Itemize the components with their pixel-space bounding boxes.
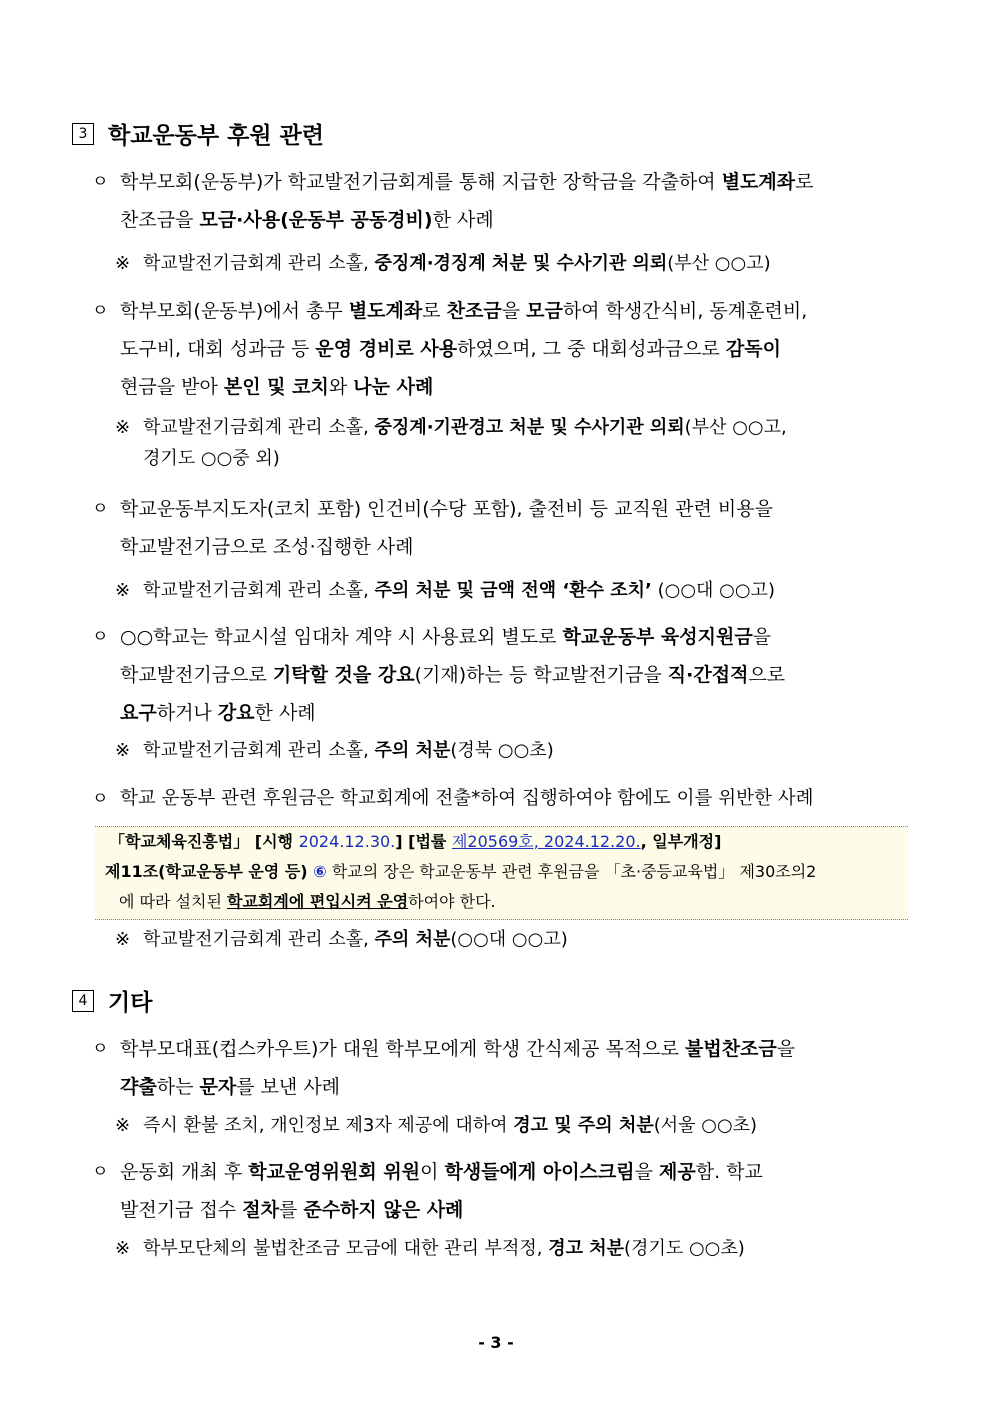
- text: (○○대 ○○고): [450, 929, 568, 950]
- text: 학부모단체의 불법찬조금 모금에 대한 관리 부적정,: [143, 1238, 549, 1259]
- text: 절차: [242, 1199, 279, 1221]
- text: 학교 운동부 관련 후원금은 학교회계에 전출*하여 집행하여야 함에도 이를 위반한 사례: [120, 788, 814, 809]
- text: 학부모대표(컵스카우트)가 대원 학부모에게 학생 간식제공 목적으로: [120, 1038, 685, 1060]
- text: 학교발전기금회계 관리 소홀,: [143, 580, 375, 601]
- note-mark: ※: [115, 580, 131, 601]
- section-title: 기타: [108, 990, 153, 1016]
- text: 현금을 받아: [120, 376, 224, 398]
- bullet-item: [92, 618, 922, 732]
- text: 경기도 ○○중 외): [143, 448, 280, 469]
- bullet-item: [92, 780, 922, 818]
- text: 하는: [156, 1076, 200, 1098]
- text: 발전기금 접수: [120, 1199, 243, 1221]
- bullet-item: [92, 1030, 922, 1106]
- text: 「학교체육진흥법」 [시행: [109, 832, 299, 851]
- text: 학생들에게 아이스크림: [444, 1161, 635, 1183]
- text: 찬조금을: [120, 209, 200, 231]
- text: 하였으며, 그 중 대회성과금으로: [457, 338, 726, 360]
- text: 을: [752, 626, 772, 648]
- text: 도구비, 대회 성과금 등: [120, 338, 316, 360]
- text: 문자: [199, 1076, 237, 1098]
- text: (경기도 ○○초): [624, 1238, 745, 1259]
- note-mark: ※: [115, 417, 131, 438]
- bullet-mark: ㅇ: [92, 172, 109, 192]
- bullet-item: [92, 163, 922, 239]
- text: 이: [420, 1161, 445, 1183]
- text: 불법찬조금: [684, 1038, 777, 1060]
- text: 나눈 사례: [353, 376, 434, 398]
- text: 즉시 환불 조치, 개인정보 제3자 제공에 대하여: [143, 1115, 514, 1136]
- note-item: [115, 924, 922, 955]
- text: 학교발전기금회계 관리 소홀,: [143, 929, 375, 950]
- section-number-box: 3: [72, 123, 94, 145]
- text: 학교발전기금회계 관리 소홀,: [143, 253, 375, 274]
- text: 학교발전기금회계 관리 소홀,: [143, 740, 375, 761]
- bullet-mark: ㅇ: [92, 1039, 109, 1059]
- text: 운동회 개최 후: [120, 1161, 249, 1183]
- bullet-mark: ㅇ: [92, 301, 109, 321]
- text: 한 사례: [432, 209, 494, 231]
- text: 를 보낸 사례: [236, 1076, 341, 1098]
- text: 준수하지 않은 사례: [303, 1199, 464, 1221]
- section-number-box: 4: [72, 990, 94, 1012]
- text: 본인 및 코치: [223, 376, 329, 398]
- text: 학교회계에 편입시켜 운영: [227, 892, 409, 911]
- text: 제11조(학교운동부 운영 등): [105, 862, 314, 881]
- text: 로: [795, 171, 814, 193]
- bullet-mark: ㅇ: [92, 1162, 109, 1182]
- bullet-mark: ㅇ: [92, 789, 109, 809]
- text: 주의 처분: [374, 740, 451, 761]
- note-mark: ※: [115, 740, 131, 761]
- text: 을: [776, 1038, 796, 1060]
- text: 을: [501, 300, 527, 322]
- text: 경고 및 주의 처분: [513, 1115, 654, 1136]
- text: 학교운동부 육성지원금: [562, 626, 753, 648]
- text: 학부모회(운동부)가 학교발전기금회계를 통해 지급한 장학금을 각출하여: [120, 171, 722, 193]
- page-number: - 3 -: [478, 1333, 514, 1352]
- text: 학교발전기금으로 조성·집행한 사례: [120, 536, 414, 558]
- text: 학부모회(운동부)에서 총무: [120, 300, 349, 322]
- note-item: [115, 412, 922, 474]
- text: 별도계좌: [721, 171, 796, 193]
- text: (부산 ○○고): [667, 253, 771, 274]
- law-citation-box: [95, 826, 908, 920]
- text: , 일부개정]: [640, 832, 722, 851]
- text: 한 사례: [254, 702, 316, 724]
- text: 와: [328, 376, 354, 398]
- text: (서울 ○○초): [653, 1115, 758, 1136]
- note-mark: ※: [115, 929, 131, 950]
- bullet-item: [92, 292, 922, 406]
- text: ○○학교는 학교시설 임대차 계약 시 사용료외 별도로: [120, 626, 563, 648]
- text: 하여 학생간식비, 동계훈련비,: [562, 300, 808, 322]
- text: 모금·사용(운동부 공동경비): [199, 209, 433, 231]
- text: (기재)하는 등 학교발전기금을: [414, 664, 668, 686]
- text: 모금: [526, 300, 563, 322]
- note-mark: ※: [115, 1238, 131, 1259]
- text: 주의 처분 및 금액 전액 ‘환수 조치’: [374, 580, 652, 601]
- text: ] [법률: [395, 832, 452, 851]
- text: 감독이: [725, 338, 781, 360]
- note-item: [115, 1110, 922, 1141]
- text: 함. 학교: [695, 1161, 763, 1183]
- text: 2024.12.30.: [298, 832, 396, 851]
- section-4-heading: [72, 984, 152, 1017]
- text: 학교의 장은 학교운동부 관련 후원금을 「초·중등교육법」 제30조의2: [326, 862, 817, 881]
- note-mark: ※: [115, 253, 131, 274]
- text: 제공: [659, 1161, 696, 1183]
- text: 별도계좌: [348, 300, 423, 322]
- text: 주의 처분: [374, 929, 451, 950]
- text: (경북 ○○초): [450, 740, 554, 761]
- text: 를: [278, 1199, 304, 1221]
- note-item: [115, 248, 922, 279]
- note-item: [115, 575, 922, 606]
- bullet-item: [92, 1153, 922, 1229]
- section-3-heading: [72, 117, 324, 150]
- text: 직·간접적: [667, 664, 749, 686]
- note-item: [115, 735, 922, 766]
- text: 중징계·경징계 처분 및 수사기관 의뢰: [374, 253, 668, 274]
- text: 강요: [217, 702, 255, 724]
- text: 중징계·기관경고 처분 및 수사기관 의뢰: [374, 417, 685, 438]
- note-mark: ※: [115, 1115, 131, 1136]
- text: 운영 경비로 사용: [315, 338, 458, 360]
- text: 학교운영위원회 위원: [248, 1161, 421, 1183]
- text: 기탁할 것을 강요: [272, 664, 415, 686]
- text: 학교운동부지도자(코치 포함) 인건비(수당 포함), 출전비 등 교직원 관련 비용을: [120, 498, 773, 520]
- text: 갹출: [120, 1076, 157, 1098]
- text: 에 따라 설치된: [119, 892, 227, 911]
- note-item: [115, 1233, 922, 1264]
- bullet-item: [92, 490, 922, 566]
- bullet-mark: ㅇ: [92, 627, 109, 647]
- text: 제20569호, 2024.12.20.: [451, 832, 641, 851]
- text: 을: [634, 1161, 660, 1183]
- text: (○○대 ○○고): [651, 580, 775, 601]
- text: 요구: [120, 702, 157, 724]
- text: ⑥: [313, 862, 327, 881]
- text: 로: [422, 300, 447, 322]
- text: 학교발전기금회계 관리 소홀,: [143, 417, 375, 438]
- text: 경고 처분: [548, 1238, 625, 1259]
- bullet-mark: ㅇ: [92, 499, 109, 519]
- text: 으로: [748, 664, 786, 686]
- text: 하거나: [156, 702, 218, 724]
- text: 찬조금: [446, 300, 502, 322]
- section-title: 학교운동부 후원 관련: [108, 123, 324, 149]
- text: 하여야 한다.: [408, 892, 496, 911]
- text: 학교발전기금으로: [120, 664, 273, 686]
- text: (부산 ○○고,: [684, 417, 787, 438]
